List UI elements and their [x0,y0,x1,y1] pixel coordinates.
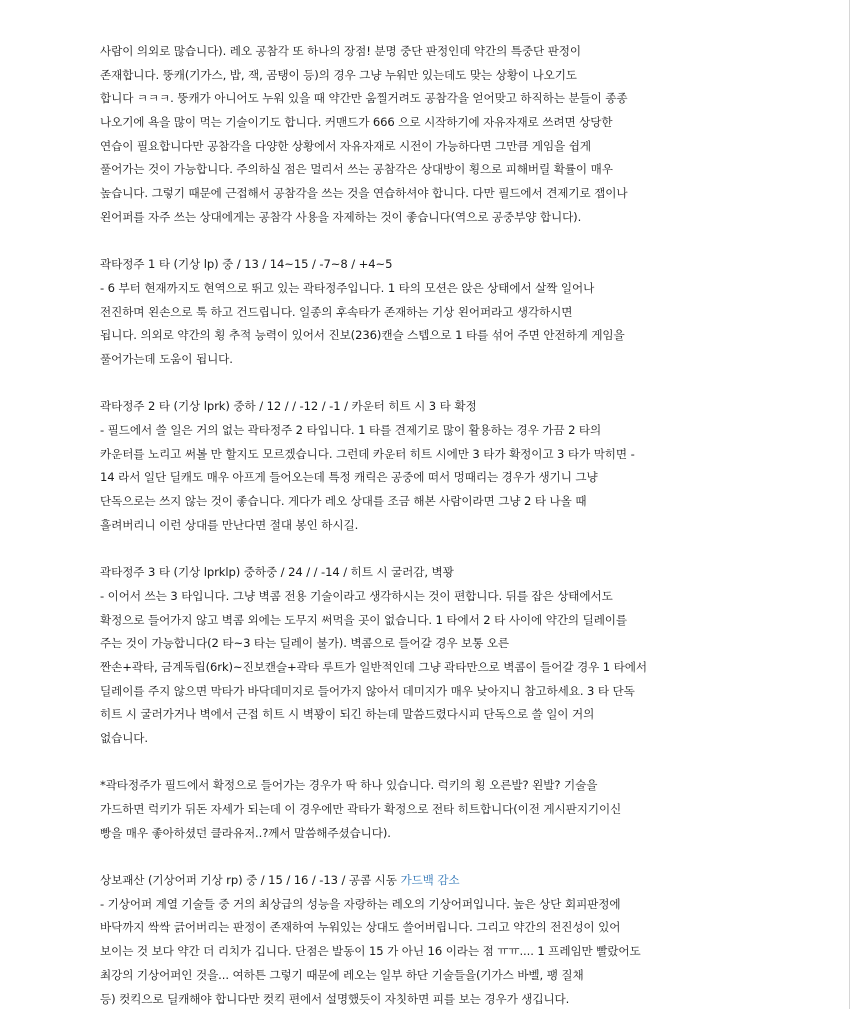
text-line: 없습니다. [100,727,750,751]
text-line: 높습니다. 그렇기 때문에 근접해서 공참각을 쓰는 것을 연습하셔야 합니다. 다만 필드에서 견제기로 잽이나 [100,182,750,206]
text-line: 왼어퍼를 자주 쓰는 상대에게는 공참각 사용을 자제하는 것이 좋습니다(역으로 공중부양 합니다). [100,206,750,230]
move-heading: 곽타정주 1 타 (기상 lp) 중 / 13 / 14~15 / -7~8 / +4~5 [100,253,750,277]
text-line: 합니다 ㅋㅋㅋ. 뚱캐가 아니어도 누워 있을 때 약간만 움찔거려도 공참각을 얻어맞고 하직하는 분들이 종종 [100,87,750,111]
text-line: 확정으로 들어가지 않고 벽콤 외에는 도무지 써먹을 곳이 없습니다. 1 타에서 2 타 사이에 약간의 딜레이를 [100,609,750,633]
paragraph-gongchamgak-continued [100,40,750,230]
paragraph-gap [100,230,750,254]
section-gwakta-3 [100,561,750,751]
text-line: 전진하며 왼손으로 툭 하고 건드립니다. 일종의 후속타가 존재하는 기상 왼어퍼라고 생각하시면 [100,301,750,325]
text-line: - 필드에서 쓸 일은 거의 없는 곽타정주 2 타입니다. 1 타를 견제기로 많이 활용하는 경우 가끔 2 타의 [100,419,750,443]
paragraph-gap [100,537,750,561]
paragraph-gap [100,372,750,396]
text-line: 됩니다. 의외로 약간의 횡 추적 능력이 있어서 진보(236)캔슬 스텝으로 1 타를 섞어 주면 안전하게 게임을 [100,324,750,348]
paragraph-gap [100,845,750,869]
move-heading-text: 상보괘산 (기상어퍼 기상 rp) 중 / 15 / 16 / -13 / 공콤 시동 [100,873,400,887]
section-gwakta-1 [100,253,750,371]
text-line: - 6 부터 현재까지도 현역으로 뛰고 있는 곽타정주입니다. 1 타의 모션은 앉은 상태에서 살짝 일어나 [100,277,750,301]
move-heading: 곽타정주 2 타 (기상 lprk) 중하 / 12 / / -12 / -1 / 카운터 히트 시 3 타 확정 [100,395,750,419]
text-line: 주는 것이 가능합니다(2 타~3 타는 딜레이 불가). 벽콤으로 들어갈 경우 보통 오른 [100,632,750,656]
text-line: 존재합니다. 뚱캐(기가스, 밥, 잭, 곰탱이 등)의 경우 그냥 누워만 있는데도 맞는 상황이 나오기도 [100,64,750,88]
highlighted-property: 가드백 감소 [400,873,459,887]
text-line: 카운터를 노리고 써볼 만 할지도 모르겠습니다. 그런데 카운터 히트 시에만 3 타가 확정이고 3 타가 막히면 - [100,443,750,467]
text-line: 사람이 의외로 많습니다). 레오 공참각 또 하나의 장점! 분명 중단 판정인데 약간의 특중단 판정이 [100,40,750,64]
note-paragraph [100,774,750,845]
text-line: 히트 시 굴러가거나 벽에서 근접 히트 시 벽꽝이 되긴 하는데 말씀드렸다시피 단독으로 쓸 일이 거의 [100,703,750,727]
text-line: 14 라서 일단 딜캐도 매우 아프게 들어오는데 특정 캐릭은 공중에 떠서 멍때리는 경우가 생기니 그냥 [100,466,750,490]
move-heading: 곽타정주 3 타 (기상 lprklp) 중하중 / 24 / / -14 / 히트 시 굴러감, 벽꽝 [100,561,750,585]
text-line: 최강의 기상어퍼인 것을... 여하튼 그렇기 때문에 레오는 일부 하단 기술들을(기가스 바벨, 팽 질채 [100,964,750,988]
text-line: 빵을 매우 좋아하셨던 클라유저..?께서 말씀해주셨습니다). [100,822,750,846]
text-line: 풀어가는 것이 가능합니다. 주의하실 점은 멀리서 쓰는 공참각은 상대방이 횡으로 피해버릴 확률이 매우 [100,158,750,182]
text-line: 풀어가는데 도움이 됩니다. [100,348,750,372]
text-line: 바닥까지 싹싹 긁어버리는 판정이 존재하여 누워있는 상대도 쓸어버립니다. 그리고 약간의 전진성이 있어 [100,916,750,940]
section-gwakta-2 [100,395,750,537]
text-line: 가드하면 럭키가 뒤돈 자세가 되는데 이 경우에만 곽타가 확정으로 전타 히트합니다(이전 게시판지기이신 [100,798,750,822]
text-line: - 이어서 쓰는 3 타입니다. 그냥 벽콤 전용 기술이라고 생각하시는 것이 편합니다. 뒤를 잡은 상태에서도 [100,585,750,609]
text-line: *곽타정주가 필드에서 확정으로 들어가는 경우가 딱 하나 있습니다. 럭키의 횡 오른발? 왼발? 기술을 [100,774,750,798]
text-line: 나오기에 욕을 많이 먹는 기술이기도 합니다. 커맨드가 666 으로 시작하기에 자유자재로 쓰려면 상당한 [100,111,750,135]
text-line: 단독으로는 쓰지 않는 것이 좋습니다. 게다가 레오 상대를 조금 해본 사람이라면 그냥 2 타 나올 때 [100,490,750,514]
text-line: 등) 컷킥으로 딜캐해야 합니다만 컷킥 편에서 설명했듯이 자칫하면 피를 보는 경우가 생깁니다. [100,988,750,1011]
text-line: 딜레이를 주지 않으면 막타가 바닥데미지로 들어가지 않아서 데미지가 매우 낮아지니 참고하세요. 3 타 단독 [100,680,750,704]
text-line: 흘려버리니 이런 상대를 만난다면 절대 봉인 하시길. [100,514,750,538]
text-line: 짠손+곽타, 금계독립(6rk)~진보캔슬+곽타 루트가 일반적인데 그냥 곽타만으로 벽콤이 들어갈 경우 1 타에서 [100,656,750,680]
text-line: 보이는 것 보다 약간 더 리치가 깁니다. 단점은 발동이 15 가 아닌 16 이라는 점 ㅠㅠ.... 1 프레임만 빨랐어도 [100,940,750,964]
document-body [100,40,750,1011]
text-line: - 기상어퍼 계열 기술들 중 거의 최상급의 성능을 자랑하는 레오의 기상어퍼입니다. 높은 상단 회피판정에 [100,893,750,917]
paragraph-gap [100,751,750,775]
section-sangbogwaesan [100,869,750,1011]
text-line: 연습이 필요합니다만 공참각을 다양한 상황에서 자유자재로 시전이 가능하다면 그만큼 게임을 쉽게 [100,135,750,159]
move-heading [100,869,750,893]
